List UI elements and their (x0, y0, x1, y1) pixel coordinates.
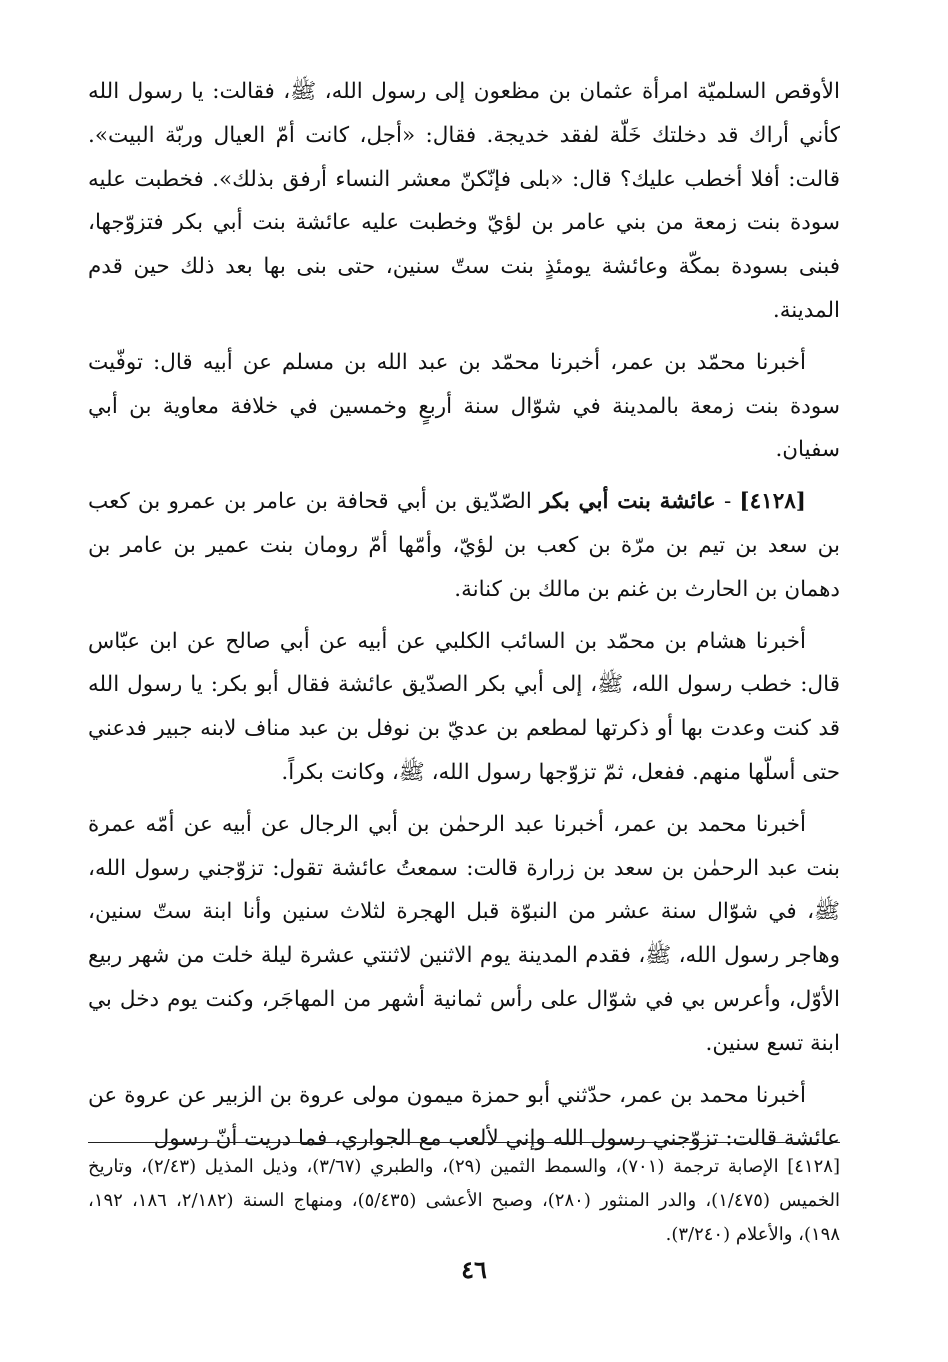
paragraph-4: أخبرنا محمد بن عمر، أخبرنا عبد الرحمٰن بن أبي الرجال عن أبيه عن أمّه عمرة بنت عبد الرحمٰن بن سعد بن زرارة قالت: سمعتُ عائشة تقول: تزوّجني رسول الله، ﷺ، في شوّال سنة عشر من النبوّة قبل الهجرة لثلاث سنين وأنا ابنة ستّ سنين، وهاجر رسول الله، ﷺ، فقدم المدينة يوم الاثنين لاثنتي عشرة ليلة خلت من شهر ربيع الأوّل، وأعرس بي في شوّال على رأس ثمانية أشهر من المهاجَر، وكنت يوم دخل بي ابنة تسع سنين. (88, 811, 840, 1056)
book-page (88, 70, 840, 1310)
page-number: ٤٦ (461, 1255, 487, 1284)
footnote (88, 1150, 840, 1252)
entry-lineage: الصّدّيق بن أبي قحافة بن عامر بن عمرو بن كعب بن سعد بن تيم بن مرّة بن كعب بن لؤيّ، وأمّها أمّ رومان بنت عمير بن عامر بن دهمان بن الحارث بن غنم بن مالك بن كنانة. (88, 489, 840, 602)
footnote-tag: [٤١٢٨] (787, 1156, 840, 1177)
paragraph-5: أخبرنا محمد بن عمر، حدّثني أبو حمزة ميمون مولى عروة بن الزبير عن عروة عن عائشة قالت: تزوّجني رسول الله وإني لألعب مع الجواري، فما دريت أنّ رسول (88, 1082, 840, 1152)
paragraph-3: أخبرنا هشام بن محمّد بن السائب الكلبي عن أبيه عن أبي صالح عن ابن عبّاس قال: خطب رسول الله، ﷺ، إلى أبي بكر الصدّيق عائشة فقال أبو بكر: يا رسول الله قد كنت وعدت بها أو ذكرتها لمطعم بن عديّ بن نوفل بن عبد مناف لابنه جبير فدعني حتى أسلّها منهم. ففعل، ثمّ تزوّجها رسول الله، ﷺ، وكانت بكراً. (88, 628, 840, 785)
paragraph-1: الأوقص السلميّة امرأة عثمان بن مظعون إلى رسول الله، ﷺ، فقالت: يا رسول الله كأني أراك قد دخلتك خَلّة لفقد خديجة. فقال: «أجل، كانت أمّ العيال وربّة البيت». قالت: أفلا أخطب عليك؟ قال: «بلى فإنّكنّ معشر النساء أرفق بذلك». فخطبت عليه سودة بنت زمعة من بني عامر بن لؤيّ وخطبت عليه عائشة بنت أبي بكر فتزوّجها، فبنى بسودة بمكّة وعائشة يومئذٍ بنت ستّ سنين، حتى بنى بها بعد ذلك حين قدم المدينة. (88, 79, 840, 323)
entry-dash: - (723, 489, 732, 515)
footnote-divider (88, 1142, 840, 1143)
biography-entry (88, 480, 840, 611)
paragraph-2: أخبرنا محمّد بن عمر، أخبرنا محمّد بن عبد الله بن مسلم عن أبيه قال: توفّيت سودة بنت زمعة بالمدينة في شوّال سنة أربعٍ وخمسين في خلافة معاوية بن أبي سفيان. (88, 349, 840, 463)
entry-number: [٤١٢٨] (739, 489, 806, 515)
main-text (88, 70, 840, 1161)
footnote-text: الإصابة ترجمة (٧٠١)، والسمط الثمين (٢٩)، والطبري (٣/٦٧)، وذيل المذيل (٢/٤٣)، وتاريخ الخميس (١/٤٧٥)، والدر المنثور (٢٨٠)، وصبح الأعشى (٥/٤٣٥)، ومنهاج السنة (٢/١٨٢، ١٨٦، ١٩٢، ١٩٨)، والأعلام (٣/٢٤٠). (88, 1156, 841, 1245)
entry-name: عائشة بنت أبي بكر (540, 489, 716, 515)
